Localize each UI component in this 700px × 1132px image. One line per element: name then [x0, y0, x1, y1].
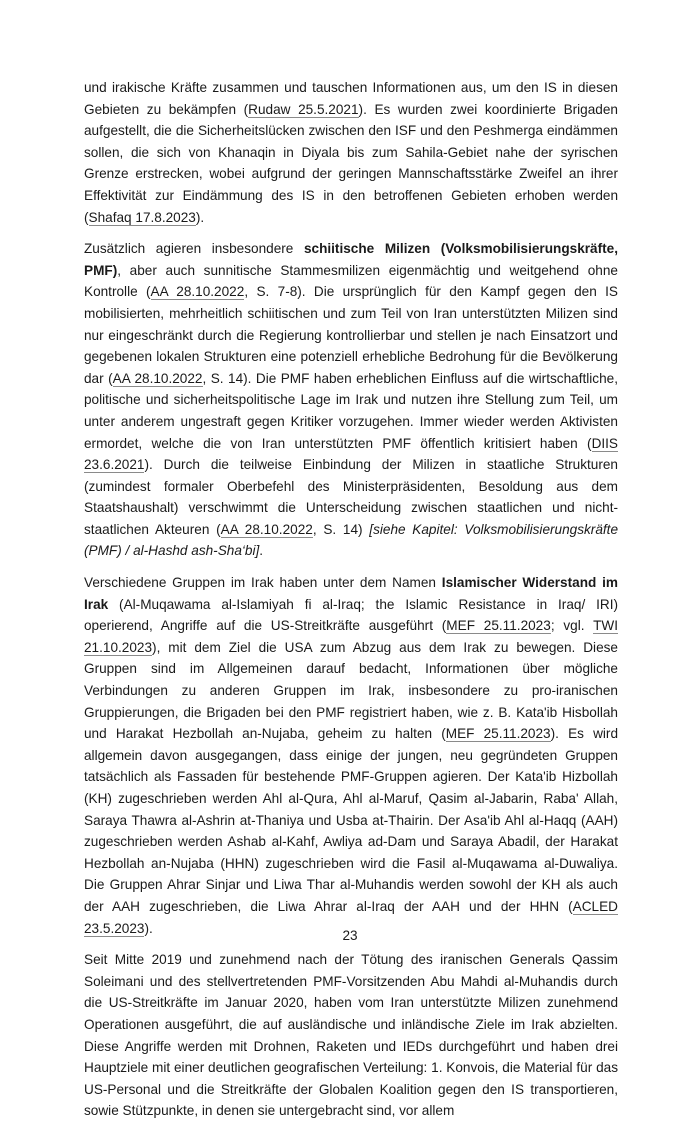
citation-link-acled[interactable]: ACLED 23.5.2023	[84, 898, 618, 936]
document-page-body	[84, 77, 618, 1132]
text-segment: , S. 14)	[312, 521, 370, 537]
paragraph-1	[84, 77, 618, 228]
page-number: 23	[342, 928, 358, 943]
text-segment: , S. 14). Die PMF haben erheblichen Einfluss auf die wirtschaftliche, politische und sicherheitspolitische Lage im Irak und nutzen ihre Stellung zum Teil, um unter anderem ungestraft gegen Kritiker vorzugehen. Immer wieder werden Aktivisten ermordet, welche die von Iran unterstützten PMF öffentlich kritisiert haben (	[84, 370, 618, 451]
text-segment: Verschiedene Gruppen im Irak haben unter dem Namen	[84, 575, 442, 591]
citation-link-mef-1[interactable]: MEF 25.11.2023	[446, 618, 551, 634]
citation-link-mef-2[interactable]: MEF 25.11.2023	[445, 726, 551, 742]
text-segment: ; vgl.	[550, 618, 594, 634]
citation-link-aa-3[interactable]: AA 28.10.2022	[220, 521, 313, 537]
chapter-reference: [siehe Kapitel: Volksmobilisierungskräfte (PMF) / al-Hashd ash-Sha‘bi]	[84, 521, 618, 559]
text-segment: ). Es wird allgemein davon ausgegangen, dass einige der jungen, neu gegründeten Gruppen tatsächlich als Fassaden für bestehende PMF-Gruppen agieren. Der Kata'ib Hizbollah (KH) zugeschrieben werden Ahl al-Qura, Ahl al-Maruf, Qasim al-Jabarin, Raba' Allah, Saraya Thawra al-Ashrin at-Thaniya und Usba at-Thairin. Der Asa'ib Ahl al-Haqq (AAH) zugeschrieben werden Ashab al-Kahf, Awliya ad-Dam und Saraya Abadil, der Harakat Hezbollah an-Nujaba (HHN) zugeschrieben wird die Fasil al-Muqawama al-Duwaliya. Die Gruppen Ahrar Sinjar und Liwa Thar al-Muhandis werden sowohl der KH als auch der AAH zugeschrieben, die Liwa Ahrar al-Iraq der AAH und der HHN (	[84, 726, 619, 914]
text-segment: Seit Mitte 2019 und zunehmend nach der Tötung des iranischen Generals Qassim Soleimani und des stellvertretenden PMF-Vorsitzenden Abu Mahdi al-Muhandis durch die US-Streitkräfte im Januar 2020, haben vom Iran unterstützte Milizen zunehmend Operationen ausgeführt, die auf ausländische und inländische Ziele im Irak abzielten. Diese Angriffe werden mit Drohnen, Raketen und IEDs durchgeführt und haben drei Hauptziele mit einer deutlichen geografischen Verteilung: 1. Konvois, die Material für das US-Personal und die Streitkräfte der Globalen Koalition gegen den IS transportieren, sowie Stützpunkte, in denen sie untergebracht sind, vor allem	[84, 952, 618, 1119]
text-segment: .	[259, 543, 264, 559]
text-segment: , S. 7-8). Die ursprünglich für den Kampf gegen den IS mobilisierten, mehrheitlich schiitischen und zum Teil von Iran unterstützten Milizen sind nur eingeschränkt durch die Regierung kontrollierbar und stellen je nach Einsatzort und gegebenen lokalen Strukturen eine potenziell erhebliche Bedrohung für die Bevölkerung dar (	[84, 284, 618, 386]
paragraph-3	[84, 572, 618, 939]
text-segment: ). Es wurden zwei koordinierte Brigaden aufgestellt, die die Sicherheitslücken zwischen den ISF und den Peshmerga eindämmen sollen, die sich von Khanaqin in Diyala bis zum Sahila-Gebiet nahe der syrischen Grenze erstrecken, wobei aufgrund der geringen Mannschaftsstärke Zweifel an ihrer Effektivität zur Eindämmung des IS in den betroffenen Gebieten erhoben werden (	[84, 101, 618, 225]
citation-link-twi[interactable]: TWI 21.10.2023	[84, 618, 618, 655]
text-segment: ), mit dem Ziel die USA zum Abzug aus dem Irak zu bewegen. Diese Gruppen sind im Allgemeinen darauf bedacht, Informationen über mögliche Verbindungen zu anderen Gruppen im Irak, insbesondere zu pro-iranischen Gruppierungen, die Brigaden bei den PMF registriert haben, wie z. B. Kata'ib Hisbollah und Harakat Hezbollah an-Nujaba, geheim zu halten (	[84, 639, 618, 742]
citation-link-rudaw[interactable]: Rudaw 25.5.2021	[248, 101, 359, 117]
text-segment: ).	[144, 920, 153, 936]
citation-link-shafaq[interactable]: Shafaq 17.8.2023	[88, 209, 196, 225]
text-segment: ).	[195, 209, 205, 225]
text-segment: ). Durch die teilweise Einbindung der Milizen in staatliche Strukturen (zumindest formaler Oberbefehl des Ministerpräsidenten, Besoldung aus dem Staatshaushalt) verschwimmt die Unterscheidung zwischen staatlichen und nicht-staatlichen Akteuren (	[84, 457, 618, 537]
text-segment: und irakische Kräfte zusammen und tauschen Informationen aus, um den IS in diesen Gebieten zu bekämpfen (	[84, 80, 618, 117]
text-segment: , aber auch sunnitische Stammesmilizen eigenmächtig und weitgehend ohne Kontrolle (	[84, 262, 618, 300]
text-segment: (Al-Muqawama al-Islamiyah fi al-Iraq; the Islamic Resistance in Iraq/ IRI) operierend, Angriffe auf die US-Streitkräfte ausgeführt (	[84, 596, 618, 634]
citation-link-aa-2[interactable]: AA 28.10.2022	[112, 370, 203, 386]
citation-link-diis[interactable]: DIIS 23.6.2021	[84, 435, 618, 473]
citation-link-aa-1[interactable]: AA 28.10.2022	[150, 284, 245, 300]
paragraph-2	[84, 238, 618, 562]
paragraph-4	[84, 949, 618, 1122]
bold-term-pmf: schiitische Milizen (Volksmobilisierungskräfte, PMF)	[84, 241, 618, 278]
text-segment: Zusätzlich agieren insbesondere	[84, 241, 304, 257]
bold-term-iri: Islamischer Widerstand im Irak	[84, 575, 618, 612]
